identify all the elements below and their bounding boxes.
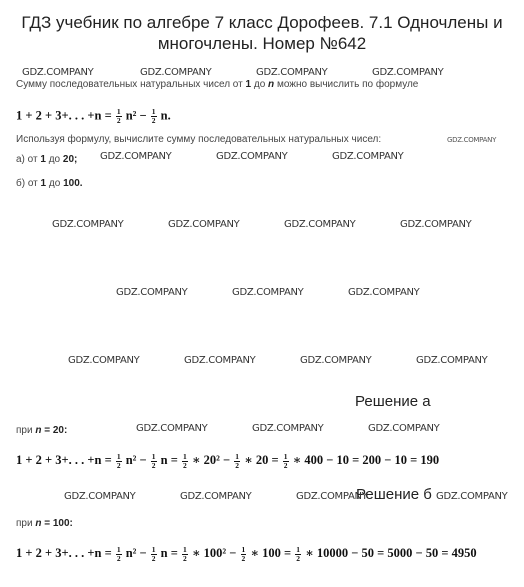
watermark: GDZ.COMPANY: [416, 355, 488, 366]
watermark: GDZ.COMPANY: [332, 151, 404, 162]
solution-a-formula: 1 + 2 + 3+. . . +n = $\frac{1}{2}$ n² − $\frac{1}{2}$ n = $\frac{1}{2}$ ∗ 20² − $\frac{1}{2}$ ∗ 20 = $\frac{1}{2}$ ∗ 400 − 10 = 200 − 10 = 190: [16, 451, 440, 470]
page-title: ГДЗ учебник по алгебре 7 класс Дорофеев. 7.1 Одночлены и многочлены. Номер №642: [21, 13, 503, 53]
watermark: GDZ.COMPANY: [284, 219, 356, 230]
task-instruction: Используя формулу, вычислите сумму последовательных натуральных чисел:: [16, 134, 382, 145]
watermark: GDZ.COMPANY: [22, 67, 94, 78]
watermark: GDZ.COMPANY: [68, 355, 140, 366]
solution-b-formula: 1 + 2 + 3+. . . +n = $\frac{1}{2}$ n² − $\frac{1}{2}$ n = $\frac{1}{2}$ ∗ 100² − $\frac{1}{2}$ ∗ 100 = $\frac{1}{2}$ ∗ 10000 − 50 = 5000 − 50 = 4950: [16, 544, 477, 563]
watermark: GDZ.COMPANY: [252, 423, 324, 434]
watermark: GDZ.COMPANY: [232, 287, 304, 298]
watermark: GDZ.COMPANY: [136, 423, 208, 434]
watermark: GDZ.COMPANY: [372, 67, 444, 78]
watermark: GDZ.COMPANY: [140, 67, 212, 78]
task-item-b: б) от 1 до 100.: [16, 178, 83, 189]
solution-a-condition: при n = 20:: [16, 425, 68, 436]
task-intro-end: можно вычислить по формуле: [276, 79, 419, 90]
watermark: GDZ.COMPANY: [64, 491, 136, 502]
watermark: GDZ.COMPANY: [168, 219, 240, 230]
solution-a-fraction: $\frac{1}{2}$: [116, 451, 121, 470]
solution-b-fraction: $\frac{1}{2}$: [116, 544, 121, 563]
formula-fraction-1: $\frac{1}{2}$: [116, 107, 121, 125]
watermark: GDZ.COMPANY: [368, 423, 440, 434]
formula-fraction-2: $\frac{1}{2}$: [151, 107, 156, 125]
watermark: GDZ.COMPANY: [100, 151, 172, 162]
task-formula: [16, 108, 171, 125]
task-intro-mid: до: [253, 79, 266, 90]
task-intro: [16, 78, 418, 92]
formula-end: n.: [160, 108, 171, 123]
watermark: GDZ.COMPANY: [447, 136, 497, 144]
formula-mid: n² −: [125, 108, 147, 123]
watermark: GDZ.COMPANY: [184, 355, 256, 366]
watermark: GDZ.COMPANY: [348, 287, 420, 298]
solution-a-heading: Решение а: [355, 393, 431, 410]
task-intro-var: n: [268, 79, 275, 90]
solution-b-condition: при n = 100:: [16, 518, 73, 529]
watermark: GDZ.COMPANY: [180, 491, 252, 502]
watermark: GDZ.COMPANY: [116, 287, 188, 298]
watermark: GDZ.COMPANY: [400, 219, 472, 230]
watermark: GDZ.COMPANY: [436, 491, 508, 502]
formula-lhs: 1 + 2 + 3+. . . +n =: [16, 108, 112, 123]
watermark: GDZ.COMPANY: [52, 219, 124, 230]
watermark: GDZ.COMPANY: [256, 67, 328, 78]
watermark: GDZ.COMPANY: [300, 355, 372, 366]
watermark: GDZ.COMPANY: [296, 491, 368, 502]
task-intro-from: 1: [245, 79, 252, 90]
solution-b-heading: Решение б: [356, 486, 432, 503]
task-item-a: а) от 1 до 20;: [16, 154, 78, 165]
watermark: GDZ.COMPANY: [216, 151, 288, 162]
task-intro-text: Сумму последовательных натуральных чисел от: [16, 79, 243, 90]
